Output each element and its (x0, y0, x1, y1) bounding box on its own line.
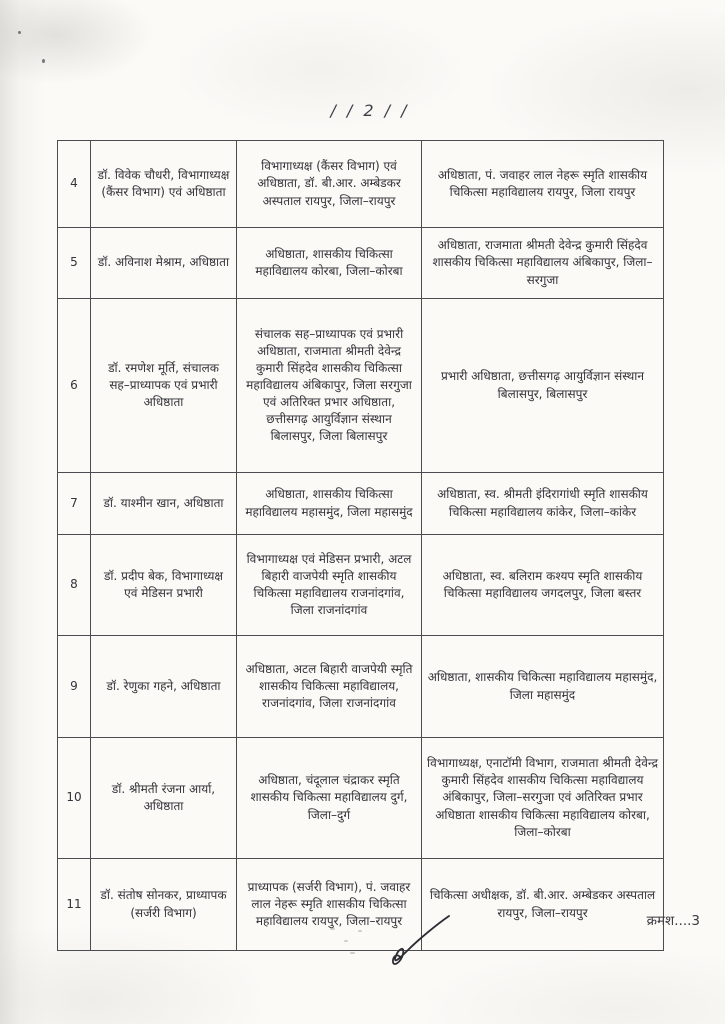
new-posting-cell: चिकित्सा अधीक्षक, डॉ. बी.आर. अम्बेडकर अस्पताल रायपुर, जिला–रायपुर (422, 859, 664, 951)
serial-cell: 10 (58, 738, 91, 859)
current-posting-cell: विभागाध्यक्ष एवं मेडिसन प्रभारी, अटल बिहारी वाजपेयी स्मृति शासकीय चिकित्सा महाविद्यालय राजनांदगांव, जिला राजनांदगांव (237, 535, 422, 636)
table-row (58, 141, 664, 228)
transfer-order-table (57, 140, 664, 951)
new-posting-cell: विभागाध्यक्ष, एनाटॉमी विभाग, राजमाता श्रीमती देवेन्द्र कुमारी सिंहदेव शासकीय चिकित्सा महाविद्यालय अंबिकापुर, जिला–सरगुजा एवं अतिरिक्त प्रभार अधिष्ठाता शासकीय चिकित्सा महाविद्यालय कोरबा, जिला–कोरबा (422, 738, 664, 859)
table-row (58, 473, 664, 535)
officer-name-cell: डॉ. रमणेश मूर्ति, संचालक सह–प्राध्यापक एवं प्रभारी अधिष्ठाता (91, 299, 237, 473)
table-row (58, 859, 664, 951)
officer-name-cell: डॉ. अविनाश मेश्राम, अधिष्ठाता (91, 228, 237, 299)
current-posting-cell: अधिष्ठाता, चंदूलाल चंद्राकर स्मृति शासकीय चिकित्सा महाविद्यालय दुर्ग, जिला–दुर्ग (237, 738, 422, 859)
new-posting-cell: प्रभारी अधिष्ठाता, छत्तीसगढ़ आयुर्विज्ञान संस्थान बिलासपुर, बिलासपुर (422, 299, 664, 473)
current-posting-cell: अधिष्ठाता, शासकीय चिकित्सा महाविद्यालय कोरबा, जिला–कोरबा (237, 228, 422, 299)
scan-speck (18, 31, 21, 34)
table-row (58, 299, 664, 473)
signature-mark (383, 912, 455, 970)
continuation-marker: क्रमश....3 (646, 913, 700, 929)
current-posting-cell: संचालक सह–प्राध्यापक एवं प्रभारी अधिष्ठाता, राजमाता श्रीमती देवेन्द्र कुमारी सिंहदेव शासकीय चिकित्सा महाविद्यालय अंबिकापुर, जिला सरगुजा एवं अतिरिक्त प्रभार अधिष्ठाता, छत्तीसगढ़ आयुर्विज्ञान संस्थान बिलासपुर, जिला बिलासपुर (237, 299, 422, 473)
officer-name-cell: डॉ. रेणुका गहने, अधिष्ठाता (91, 636, 237, 738)
pencil-mark (344, 940, 348, 942)
new-posting-cell: अधिष्ठाता, शासकीय चिकित्सा महाविद्यालय महासमुंद, जिला महासमुंद (422, 636, 664, 738)
current-posting-cell: अधिष्ठाता, शासकीय चिकित्सा महाविद्यालय महासमुंद, जिला महासमुंद (237, 473, 422, 535)
current-posting-cell: विभागाध्यक्ष (कैंसर विभाग) एवं अधिष्ठाता, डॉ. बी.आर. अम्बेडकर अस्पताल रायपुर, जिला–रायपुर (237, 141, 422, 228)
officer-name-cell: डॉ. विवेक चौधरी, विभागाध्यक्ष (कैंसर विभाग) एवं अधिष्ठाता (91, 141, 237, 228)
serial-cell: 11 (58, 859, 91, 951)
new-posting-cell: अधिष्ठाता, स्व. बलिराम कश्यप स्मृति शासकीय चिकित्सा महाविद्यालय जगदलपुर, जिला बस्तर (422, 535, 664, 636)
new-posting-cell: अधिष्ठाता, पं. जवाहर लाल नेहरू स्मृति शासकीय चिकित्सा महाविद्यालय रायपुर, जिला रायपुर (422, 141, 664, 228)
serial-cell: 7 (58, 473, 91, 535)
officer-name-cell: डॉ. श्रीमती रंजना आर्या, अधिष्ठाता (91, 738, 237, 859)
serial-cell: 6 (58, 299, 91, 473)
pencil-mark (330, 928, 335, 930)
officer-name-cell: डॉ. याश्मीन खान, अधिष्ठाता (91, 473, 237, 535)
table-row (58, 535, 664, 636)
scan-speck (42, 59, 45, 63)
serial-cell: 5 (58, 228, 91, 299)
new-posting-cell: अधिष्ठाता, राजमाता श्रीमती देवेन्द्र कुमारी सिंहदेव शासकीय चिकित्सा महाविद्यालय अंबिकापुर, जिला–सरगुजा (422, 228, 664, 299)
pencil-mark (350, 952, 355, 954)
pencil-mark (358, 930, 362, 932)
new-posting-cell: अधिष्ठाता, स्व. श्रीमती इंदिरागांधी स्मृति शासकीय चिकित्सा महाविद्यालय कांकेर, जिला–कांकेर (422, 473, 664, 535)
current-posting-cell: अधिष्ठाता, अटल बिहारी वाजपेयी स्मृति शासकीय चिकित्सा महाविद्यालय, राजनांदगांव, जिला राजनांदगांव (237, 636, 422, 738)
table-row (58, 738, 664, 859)
current-posting-cell: प्राध्यापक (सर्जरी विभाग), पं. जवाहर लाल नेहरू स्मृति शासकीय चिकित्सा महाविद्यालय रायपुर, जिला–रायपुर (237, 859, 422, 951)
page-number: / / 2 / / (330, 101, 410, 120)
officer-name-cell: डॉ. प्रदीप बेक, विभागाध्यक्ष एवं मेडिसन प्रभारी (91, 535, 237, 636)
table-row (58, 228, 664, 299)
serial-cell: 4 (58, 141, 91, 228)
serial-cell: 8 (58, 535, 91, 636)
serial-cell: 9 (58, 636, 91, 738)
table-row (58, 636, 664, 738)
officer-name-cell: डॉ. संतोष सोनकर, प्राध्यापक (सर्जरी विभाग) (91, 859, 237, 951)
